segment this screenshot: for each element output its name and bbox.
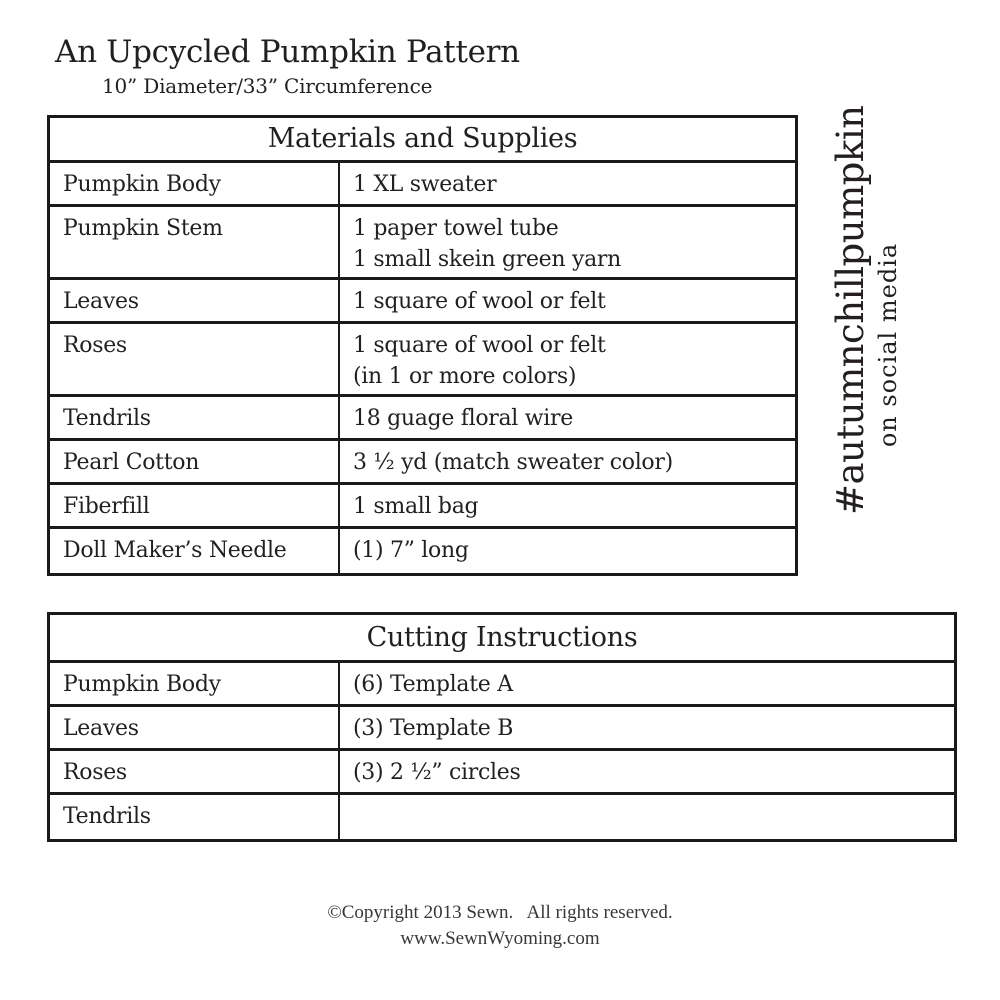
table-row (50, 751, 954, 795)
row-label: Fiberfill (50, 485, 340, 526)
row-value: 1 small bag (353, 494, 479, 519)
row-value (340, 207, 795, 277)
row-value-line2: 1 small skein green yarn (353, 247, 621, 272)
website-line: www.SewnWyoming.com (400, 928, 600, 949)
table-row (50, 529, 795, 573)
table-row (50, 280, 795, 324)
row-label: Doll Maker’s Needle (50, 529, 340, 573)
copyright-line: ©Copyright 2013 Sewn. All rights reserved. (327, 902, 673, 923)
row-label: Roses (50, 751, 340, 792)
row-label: Roses (50, 324, 340, 394)
row-value: 3 ½ yd (match sweater color) (353, 450, 673, 475)
row-value-line2: (in 1 or more colors) (353, 364, 577, 389)
row-value: (3) 2 ½” circles (353, 760, 521, 785)
table-row (50, 663, 954, 707)
social-media-note (829, 105, 925, 515)
social-tagline: on social media (874, 242, 902, 448)
materials-table (47, 115, 798, 576)
hashtag-text: #autumnchillpumpkin (829, 105, 872, 515)
page-subtitle: 10” Diameter/33” Circumference (102, 74, 433, 98)
row-value (340, 795, 954, 839)
table-row (50, 485, 795, 529)
table-row (50, 441, 795, 485)
row-label: Leaves (50, 707, 340, 748)
row-label: Pearl Cotton (50, 441, 340, 482)
row-value: 1 XL sweater (353, 172, 497, 197)
table-row (50, 795, 954, 839)
materials-table-title: Materials and Supplies (50, 118, 795, 163)
table-row (50, 707, 954, 751)
table-row (50, 397, 795, 441)
row-label: Pumpkin Stem (50, 207, 340, 277)
row-label: Tendrils (50, 795, 340, 839)
row-label: Pumpkin Body (50, 663, 340, 704)
row-value: 18 guage floral wire (353, 406, 573, 431)
page-title: An Upcycled Pumpkin Pattern (55, 34, 520, 70)
row-value-line1: 1 square of wool or felt (353, 333, 606, 358)
row-value: (3) Template B (353, 716, 514, 741)
row-value: (6) Template A (353, 672, 513, 697)
row-label: Leaves (50, 280, 340, 321)
footer (0, 900, 1000, 952)
row-value (340, 324, 795, 394)
table-row (50, 324, 795, 397)
table-row (50, 163, 795, 207)
row-label: Pumpkin Body (50, 163, 340, 204)
cutting-table-title: Cutting Instructions (50, 615, 954, 663)
row-label: Tendrils (50, 397, 340, 438)
row-value: (1) 7” long (353, 538, 469, 563)
cutting-table (47, 612, 957, 842)
row-value-line1: 1 paper towel tube (353, 216, 559, 241)
table-row (50, 207, 795, 280)
row-value: 1 square of wool or felt (353, 289, 606, 314)
